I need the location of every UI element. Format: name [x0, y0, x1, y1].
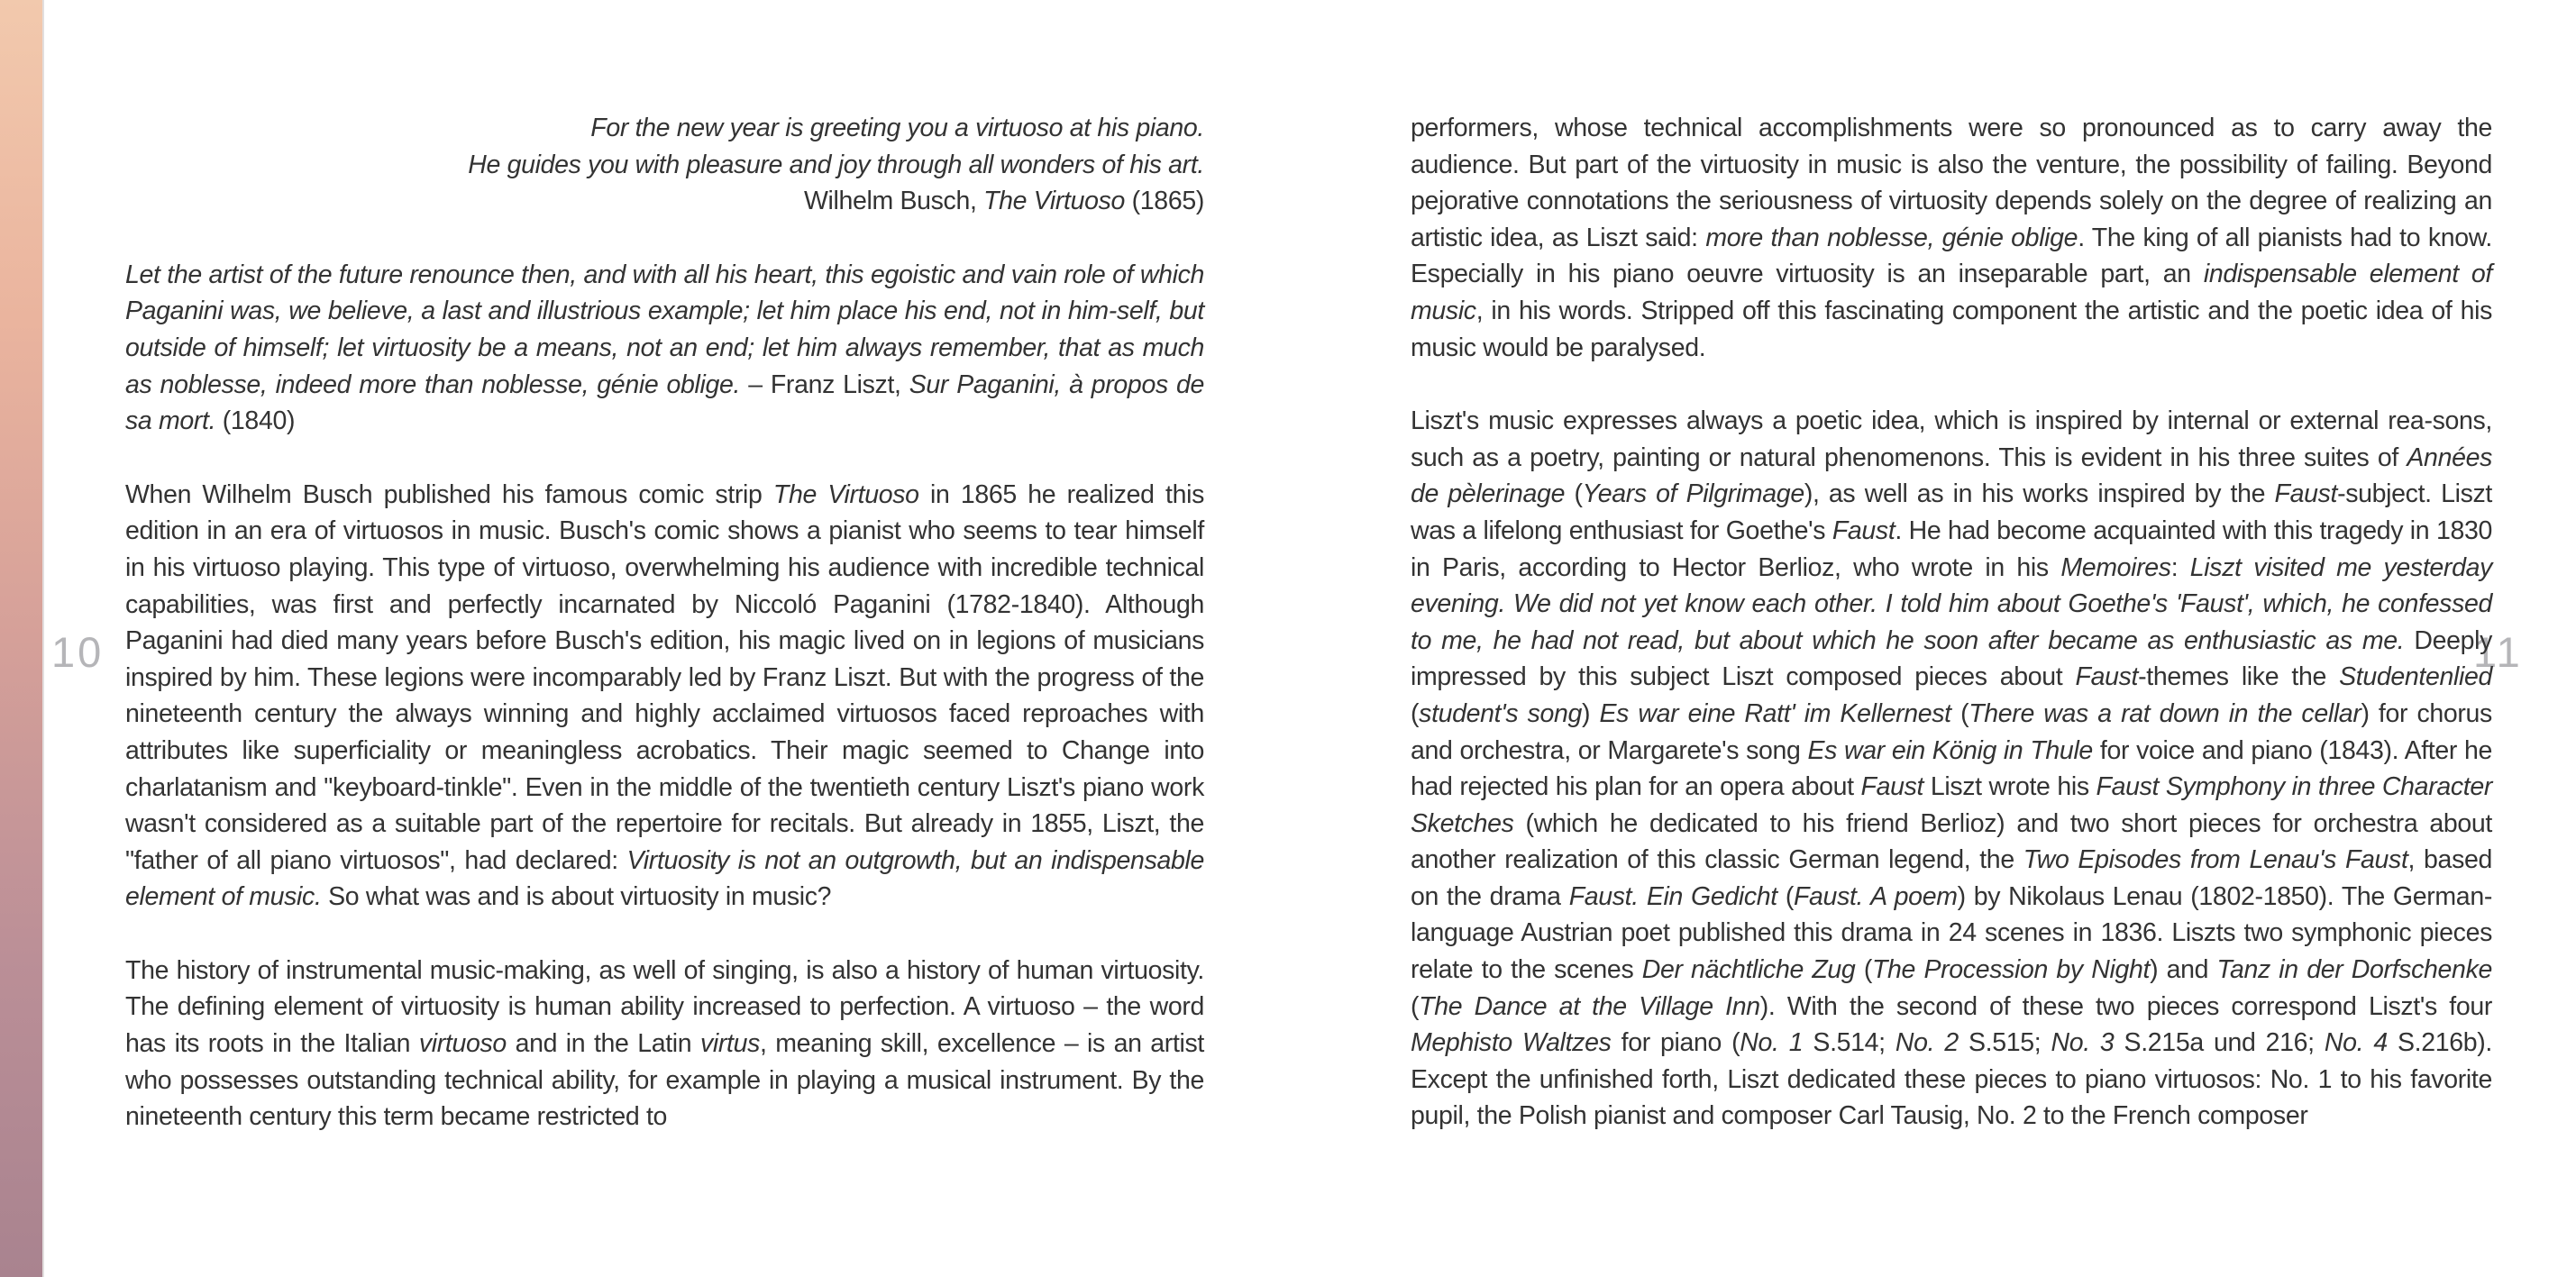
body-paragraph: When Wilhelm Busch published his famous comic strip The Virtuoso in 1865 he realized this edition in an era of virtuosos in music. Busch's comic shows a pianist who seems to tear himself in his virtuoso playing. This type of virtuoso, overwhelming his audience with incredible technical capabilities, was first and perfectly incarnated by Niccoló Paganini (1782-1840). Although Paganini had died many years before Busch's edition, his magic lived on in legions of musicians inspired by him. These legions were incomparably led by Franz Liszt. But with the progress of the nineteenth century the always winning and highly acclaimed virtuosos faced reproaches with attributes like superficiality or meaningless acrobatics. Their magic seemed to Change into charlatanism and "keyboard-tinkle". Even in the middle of the twentieth century Liszt's piano work wasn't considered as a suitable part of the repertoire for recitals. But already in 1855, Liszt, the "father of all piano virtuosos", had declared: Virtuosity is not an outgrowth, but an indispensable element of music. So what was and is about virtuosity in music?	[125, 479, 1204, 912]
epigraph-line-2: He guides you with pleasure and joy through all wonders of his art.	[468, 150, 1204, 179]
body-paragraph: performers, whose technical accomplishments were so pronounced as to carry away the audience. But part of the virtuosity in music is also the venture, the possibility of failing. Beyond pejorative connotations the seriousness of virtuosity depends solely on the degree of realizing an artistic idea, as Liszt said: more than noblesse, génie oblige. The king of all pianists had to know. Especially in his piano oeuvre virtuosity is an inseparable part, an indispensable element of music, in his words. Stripped off this fascinating component the artistic and the poetic idea of his music would be paralysed.	[1411, 114, 2492, 362]
body-paragraph: The history of instrumental music-making, as well of singing, is also a history of human virtuosity. The defining element of virtuosity is human ability increased to perfection. A virtuoso – the word has its roots in the Italian virtuoso and in the Latin virtus, meaning skill, excellence – is an artist who possesses outstanding technical ability, for example in playing a musical instrument. By the nineteenth century this term became restricted to	[125, 955, 1204, 1132]
epigraph-line-1: For the new year is greeting you a virtuoso at his piano.	[590, 114, 1204, 142]
page-number-left: 10	[51, 628, 105, 676]
liszt-quote-paragraph: Let the artist of the future renounce then, and with all his heart, this egoistic and vain role of which Paganini was, we believe, a last and illustrious example; let him place his end, not in him-self, but outside of himself; let virtuosity be a means, not an end; let him always remember, that as much as noblesse, indeed more than noblesse, génie oblige. – Franz Liszt, Sur Paganini, à propos de sa mort. (1840)	[125, 260, 1205, 436]
right-page-text-column	[1411, 0, 2492, 1135]
left-page-text-column	[125, 0, 1204, 1136]
page-number-right: 11	[2473, 628, 2523, 676]
epigraph	[125, 110, 1204, 220]
spine-gradient-strip	[0, 0, 44, 1277]
epigraph-attribution: Wilhelm Busch, The Virtuoso (1865)	[803, 187, 1204, 216]
body-paragraph: Liszt's music expresses always a poetic idea, which is inspired by internal or external rea-sons, such as a poetry, painting or natural phenomenons. This is evident in his three suites of Années de pèlerinage (Years of Pilgrimage), as well as in his works inspired by the Faust-subject. Liszt was a lifelong enthusiast for Goethe's Faust. He had become acquainted with this tragedy in 1830 in Paris, according to Hector Berlioz, who wrote in his Memoires: Liszt visited me yesterday evening. We did not yet know each other. I told him about Goethe's 'Faust', which, he confessed to me, he had not read, but about which he soon after became as enthusiastic as me. Deeply impressed by this subject Liszt composed pieces about Faust-themes like the Studentenlied (student's song) Es war eine Ratt' im Kellernest (There was a rat down in the cellar) for chorus and orchestra, or Margarete's song Es war ein König in Thule for voice and piano (1843). After he had rejected his plan for an opera about Faust Liszt wrote his Faust Symphony in three Character Sketches (which he dedicated to his friend Berlioz) and two short pieces for orchestra about another realization of this classic German legend, the Two Episodes from Lenau's Faust, based on the drama Faust. Ein Gedicht (Faust. A poem) by Nikolaus Lenau (1802-1850). The German-language Austrian poet published this drama in 24 scenes in 1836. Liszts two symphonic pieces relate to the scenes Der nächtliche Zug (The Procession by Night) and Tanz in der Dorfschenke (The Dance at the Village Inn). With the second of these two pieces correspond Liszt's four Mephisto Waltzes for piano (No. 1 S.514; No. 2 S.515; No. 3 S.215a und 216; No. 4 S.216b). Except the unfinished forth, Liszt dedicated these pieces to piano virtuosos: No. 1 to his favorite pupil, the Polish pianist and composer Carl Tausig, No. 2 to the French composer	[1411, 406, 2493, 1131]
